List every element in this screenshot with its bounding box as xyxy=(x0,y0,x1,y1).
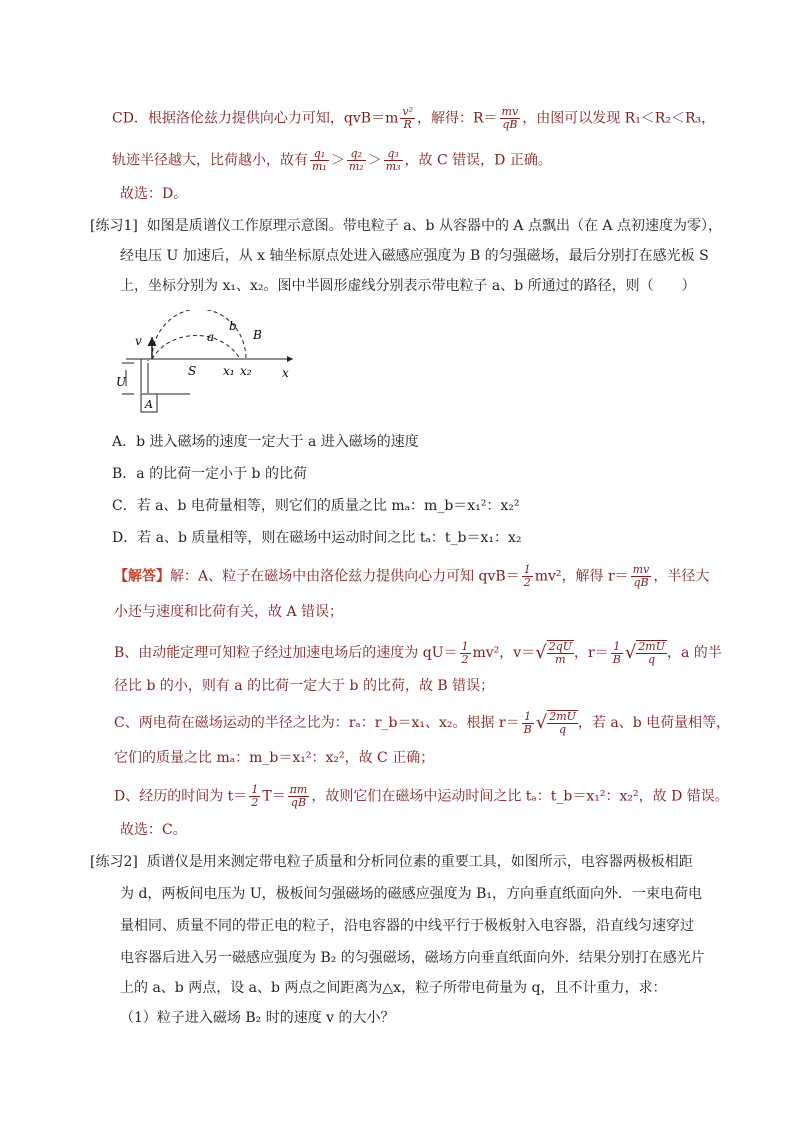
fraction-q2-m2: $\frac{\text{q₂}}{\text{m₂}}$ xyxy=(348,147,364,173)
ex1-line-1 xyxy=(90,216,722,236)
label-B: B xyxy=(253,328,262,342)
fraction-v2-over-r: $\frac{\text{v²}}{R}$ xyxy=(402,105,413,131)
option-b: B．a 的比荷一定小于 b 的比荷 xyxy=(112,466,307,482)
fraction-q3-m3: $\frac{\text{q₃}}{\text{m₃}}$ xyxy=(385,147,401,173)
label-x: x xyxy=(282,366,289,380)
label-A: A xyxy=(145,398,153,411)
ex2-question-1: （1）粒子进入磁场 B₂ 时的速度 v 的大小？ xyxy=(120,1010,395,1026)
answer-line-2: 小还与速度和比荷有关，故 A 错误； xyxy=(114,604,344,620)
fraction-mv-over-qb: $\frac{mv}{qB}$ xyxy=(501,105,519,131)
answer-line-7: D、经历的时间为 t＝ $\frac{1}{2}$ T＝ $\frac{\pi m}{qB}$ ，故则它们在磁场中运动时间之比 tₐ：t_b＝x₁²：x₂²，故 D 错误。 xyxy=(114,783,729,809)
label-U: U xyxy=(116,375,127,389)
cd-line-2: 轨迹半径越大，比荷越小，故有 $\frac{\text{q₁}}{\text{m₁}}$ ＞ $\frac{\text{q₂}}{\text{m₂}}$ ＞ $\frac{\text{q₃}}{\text{m₃}}$ ，故 C 错误，D 正确。 xyxy=(112,147,552,173)
ex2-line-4: 电容器后进入另一磁感应强度为 B₂ 的匀强磁场，磁场方向垂直纸面向外．结果分别打在感光片 xyxy=(120,950,705,966)
ex1-label: [练习1] xyxy=(90,218,138,234)
cd-choose: 故选：D。 xyxy=(120,186,188,202)
label-S: S xyxy=(188,364,197,378)
ex1-line-2: 经电压 U 加速后，从 x 轴坐标原点处进入磁感应强度为 B 的匀强磁场，最后分别打在感光板 S xyxy=(120,248,709,264)
label-x1: x₁ xyxy=(223,364,235,378)
option-d: D．若 a、b 质量相等，则在磁场中运动时间之比 tₐ：t_b＝x₁：x₂ xyxy=(112,530,522,546)
cd-text-2: ，解得：R＝ xyxy=(417,110,498,127)
ex1-text-1: 如图是质谱仪工作原理示意图。带电粒子 a、b 从容器中的 A 点飘出（在 A 点初速度为零）， xyxy=(146,218,722,234)
cd-text-5: ，故 C 错误，D 正确。 xyxy=(404,152,552,169)
fraction-half: $\frac{1}{2}$ xyxy=(523,563,531,589)
ex2-line-5: 上的 a、b 两点，设 a、b 两点之间距离为△x，粒子所带电荷量为 q，且不计重力，求： xyxy=(120,980,667,996)
answer-line-5: C、两电荷在磁场运动的半径之比为：rₐ：r_b＝x₁、x₂。根据 r＝ $\frac{1}{B}$ √ $\frac{2mU}{q}$ ，若 a、b 电荷量相等， xyxy=(114,709,731,736)
option-a: A．b 进入磁场的速度一定大于 a 进入磁场的速度 xyxy=(112,434,419,450)
answer-choose: 故选：C。 xyxy=(120,822,187,838)
cd-text-3: ，由图可以发现 R₁＜R₂＜R₃， xyxy=(522,110,716,127)
cd-text-1: CD．根据洛伦兹力提供向心力可知，qvB＝m xyxy=(112,110,399,127)
path-a xyxy=(152,335,240,359)
ex1-line-3: 上，坐标分别为 x₁、x₂。图中半圆形虚线分别表示带电粒子 a、b 所通过的路径，则（ ） xyxy=(120,278,696,294)
ex2-line-3: 量相同、质量不同的带正电的粒子，沿电容器的中线平行于极板射入电容器，沿直线匀速穿过 xyxy=(120,918,694,934)
answer-line-4: 径比 b 的小，则有 a 的比荷一定大于 b 的比荷，故 B 错误； xyxy=(114,678,495,694)
sqrt-2qU-m: √ $\frac{2qU}{m}$ xyxy=(535,640,573,666)
ex2-line-2: 为 d，两板间电压为 U，极板间匀强磁场的磁感应强度为 B₁，方向垂直纸面向外．一束电荷电 xyxy=(120,886,703,902)
label-x2: x₂ xyxy=(240,364,252,378)
fraction-mv-qb: $\frac{mv}{qB}$ xyxy=(632,563,650,589)
cd-line-1 xyxy=(112,106,715,131)
answer-line-1: 【解答】解：A、粒子在磁场中由洛伦兹力提供向心力可知 qvB＝ $\frac{1}{2}$ mv²，解得 r＝ $\frac{mv}{qB}$ ，半径大 xyxy=(114,563,710,589)
answer-line-6: 它们的质量之比 mₐ：m_b＝x₁²：x₂²，故 C 正确； xyxy=(114,750,435,766)
label-v: v xyxy=(135,334,142,348)
path-b xyxy=(152,310,246,359)
label-a: a xyxy=(207,330,215,344)
cd-text-4: 轨迹半径越大，比荷越小，故有 xyxy=(112,152,308,169)
label-b: b xyxy=(229,319,237,333)
mass-spectrometer-figure xyxy=(108,310,308,420)
sqrt-2mU-q: √ $\frac{2mU}{q}$ xyxy=(624,640,665,666)
ex2-label: [练习2] xyxy=(90,854,138,870)
answer-tag: 【解答】 xyxy=(114,568,170,585)
ex2-line-1: [练习2] 质谱仪是用来测定带电粒子质量和分析同位素的重要工具，如图所示，电容器两极板相距 xyxy=(90,854,693,870)
answer-line-3: B、由动能定理可知粒子经过加速电场后的速度为 qU＝ $\frac{1}{2}$ mv²，v＝√ $\frac{2qU}{m}$ ，r＝ $\frac{1}{B}$ √ $\frac{2mU}{q}$ ，a 的半 xyxy=(114,639,722,666)
fraction-q1-m1: $\frac{\text{q₁}}{\text{m₁}}$ xyxy=(312,147,327,173)
option-c: C．若 a、b 电荷量相等，则它们的质量之比 mₐ：m_b＝x₁²：x₂² xyxy=(112,498,520,514)
